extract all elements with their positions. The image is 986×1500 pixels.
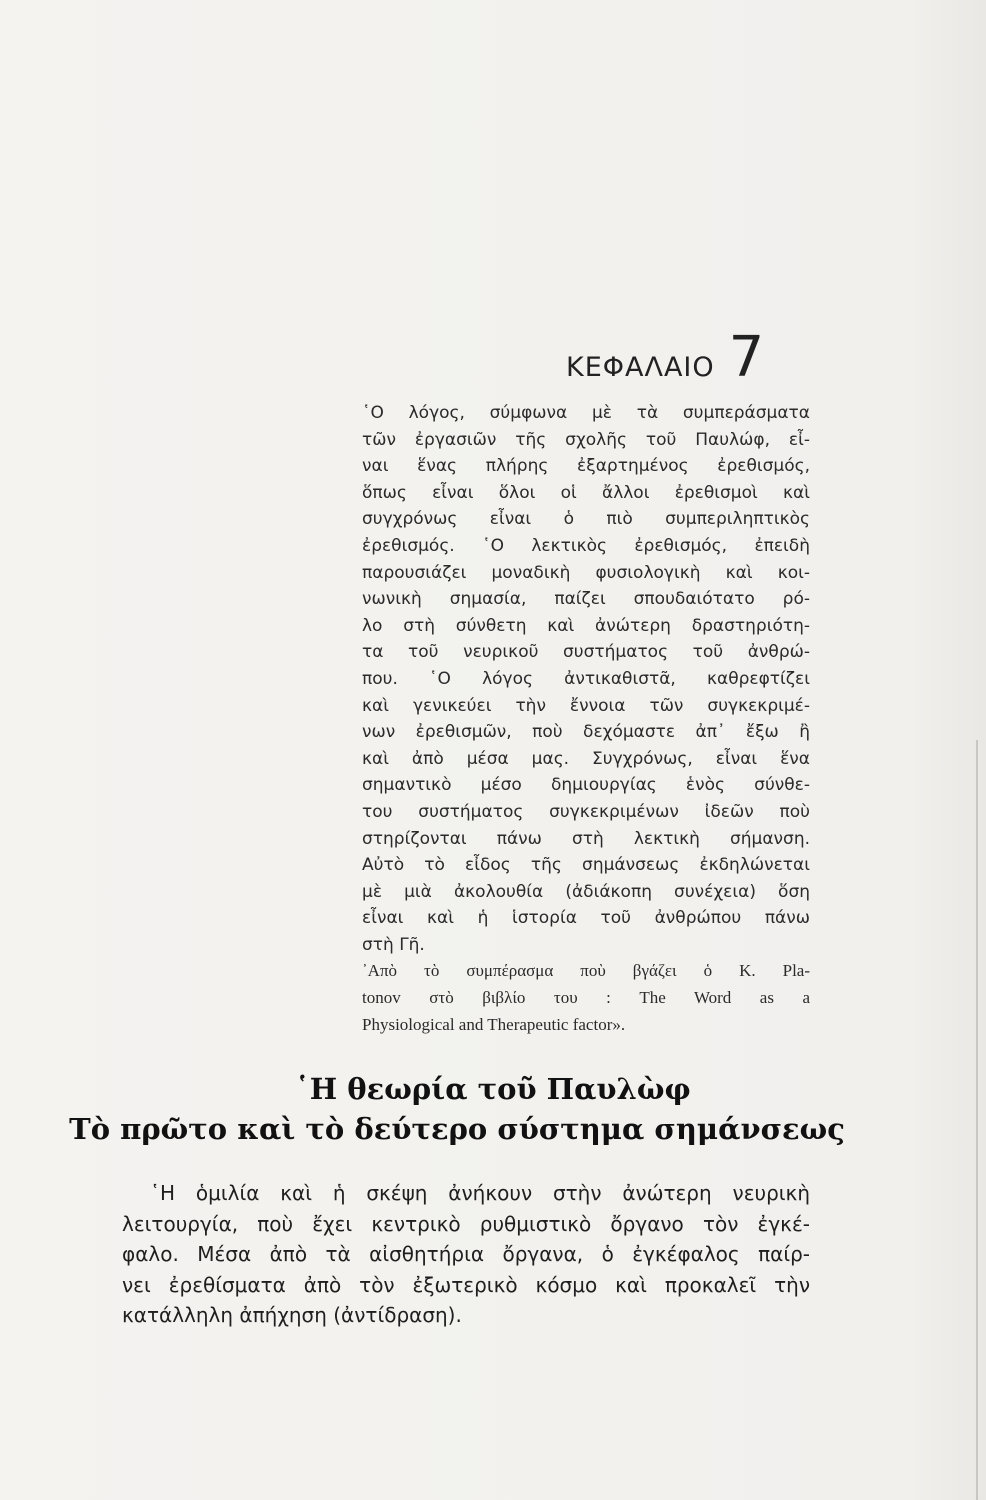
epigraph-line: Αὐτὸ τὸ εἶδος τῆς σημάνσεως ἐκδηλώνεται — [362, 855, 810, 876]
chapter-heading — [566, 325, 765, 390]
body-paragraph — [122, 1178, 810, 1331]
epigraph-line: ναι ἕνας πλήρης ἐξαρτημένος ἐρεθισμός, — [362, 456, 810, 477]
epigraph-line: νων ἐρεθισμῶν, ποὺ δεχόμαστε ἀπ᾽ ἔξω ἢ — [362, 722, 810, 743]
section-subtitle: Τὸ πρῶτο καὶ τὸ δεύτερο σύστημα σημάνσεως — [69, 1112, 845, 1146]
epigraph-line: μὲ μιὰ ἀκολουθία (ἀδιάκοπη συνέχεια) ὅση — [362, 881, 810, 902]
epigraph-text — [362, 400, 810, 958]
epigraph-line: καὶ ἀπὸ μέσα μας. Συγχρόνως, εἶναι ἕνα — [362, 748, 810, 769]
epigraph — [362, 400, 810, 1038]
epigraph-line: καὶ γενικεύει τὴν ἔννοια τῶν συγκεκριμέ- — [362, 695, 810, 716]
epigraph-line: ῾Ο λόγος, σύμφωνα μὲ τὰ συμπεράσματα — [362, 403, 810, 423]
epigraph-line: νωνικὴ σημασία, παίζει σπουδαιότατο ρό- — [362, 589, 810, 610]
body-line: φαλο. Μέσα ἀπὸ τὰ αἰσθητήρια ὄργανα, ὁ ἐγκέφαλος παίρ- — [122, 1242, 810, 1266]
epigraph-line: παρουσιάζει μοναδικὴ φυσιολογικὴ καὶ κοι- — [362, 562, 810, 583]
body-line: λειτουργία, ποὺ ἔχει κεντρικὸ ρυθμιστικὸ ὄργανο τὸν ἐγκέ- — [122, 1211, 810, 1236]
body-line: κατάλληλη ἀπήχηση (ἀντίδραση). — [122, 1303, 462, 1327]
source-line: ᾽Απὸ τὸ συμπέρασμα ποὺ βγάζει ὁ Κ. Pla- — [362, 961, 810, 981]
epigraph-line: λο στὴ σύνθετη καὶ ἀνώτερη δραστηριότη- — [362, 615, 810, 636]
source-line: tonov στὸ βιβλίο του : The Word as a — [362, 988, 810, 1008]
chapter-number: 7 — [728, 325, 765, 390]
section-title: ῾Η θεωρία τοῦ Παυλὼφ — [295, 1072, 691, 1106]
epigraph-source — [362, 958, 810, 1038]
epigraph-line: εἶναι καὶ ἡ ἱστορία τοῦ ἀνθρώπου πάνω — [362, 908, 810, 929]
page-edge-shadow — [976, 740, 978, 1500]
epigraph-line: σημαντικὸ μέσο δημιουργίας ἑνὸς σύνθε- — [362, 775, 810, 796]
body-line: ῾Η ὁμιλία καὶ ἡ σκέψη ἀνήκουν στὴν ἀνώτερη νευρικὴ — [150, 1181, 810, 1205]
body-line: νει ἐρεθίσματα ἀπὸ τὸν ἐξωτερικὸ κόσμο καὶ προκαλεῖ τὴν — [122, 1272, 810, 1297]
epigraph-line: ὅπως εἶναι ὅλοι οἱ ἄλλοι ἐρεθισμοὶ καὶ — [362, 482, 810, 503]
epigraph-line: στὴ Γῆ. — [362, 934, 425, 955]
epigraph-line: που. ῾Ο λόγος ἀντικαθιστᾶ, καθρεφτίζει — [362, 668, 810, 689]
epigraph-line: στηρίζονται πάνω στὴ λεκτικὴ σήμανση. — [362, 828, 810, 849]
chapter-label: ΚΕΦΑΛΑΙΟ — [566, 352, 715, 383]
epigraph-line: τα τοῦ νευρικοῦ συστήματος τοῦ ἀνθρώ- — [362, 642, 810, 663]
epigraph-line: του συστήματος συγκεκριμένων ἰδεῶν ποὺ — [362, 801, 810, 822]
epigraph-line: συγχρόνως εἶναι ὁ πιὸ συμπεριληπτικὸς — [362, 509, 810, 530]
epigraph-line: τῶν ἐργασιῶν τῆς σχολῆς τοῦ Παυλώφ, εἶ- — [362, 429, 810, 450]
epigraph-line: ἐρεθισμός. ῾Ο λεκτικὸς ἐρεθισμός, ἐπειδὴ — [362, 535, 810, 556]
source-line: Physiological and Therapeutic factor». — [362, 1014, 626, 1034]
